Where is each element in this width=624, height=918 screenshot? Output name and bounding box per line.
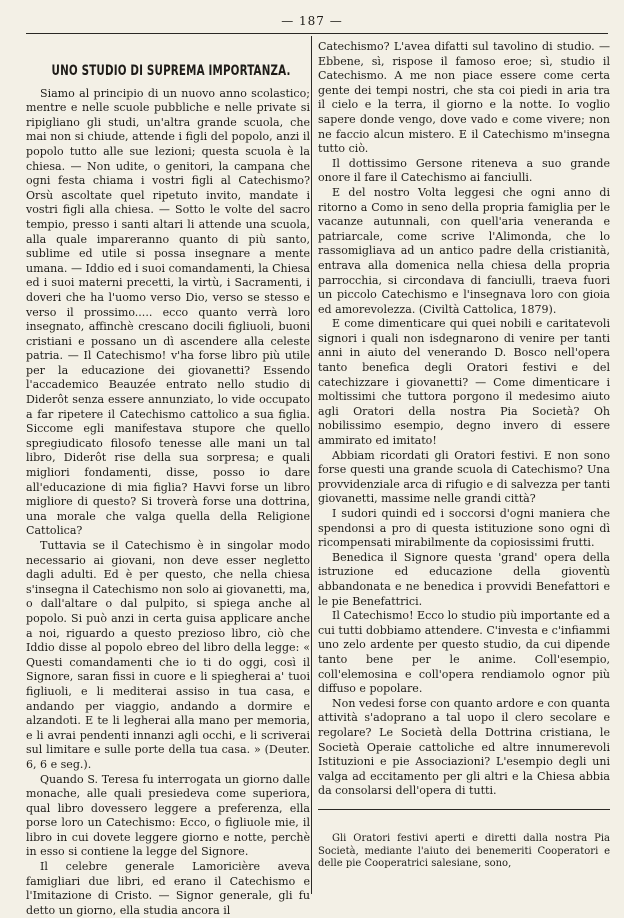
- footnote-text: Gli Oratori festivi aperti e diretti dalla nostra Pia Società, mediante l'aiuto dei benemeriti Cooperatori e delle pie Cooperatrici salesiane, sono,: [318, 833, 610, 870]
- paragraph: Siamo al principio di un nuovo anno scolastico; mentre e nelle scuole pubbliche e nelle private si ripigliano gli studi, un'altra grande scuola, che mai non si chiude, attende i figli del popolo, anzi il popolo tutto alle sue lezioni; questa scuola è la chiesa. — Non udite, o genitori, la campana che ogni festa chiama i vostri figli al Catechismo? Orsù ascoltate quel ripetuto invito, mandate i vostri figli alla chiesa. — Sotto le volte del sacro tempio, presso i santi altari li attende una scuola, alla quale impareranno quanto di più santo, sublime ed utile si possa insegnare a mente umana. — Iddio ed i suoi comandamenti, la Chiesa ed i suoi materni precetti, la virtù, i Sacramenti, i doveri che ha l'uomo verso Dio, verso se stesso e verso il prossimo..... ecco quanto verrà loro insegnato, affinchè crescano docili figliuoli, buoni cristiani e possano un dì ascendere alla celeste patria. — Il Catechismo! v'ha forse libro più utile per la educazione dei giovanetti? Essendo l'accademico Beauzée entrato nello studio di Diderôt senza essere annunziato, lo vide occupato a far ripetere il Catechismo cattolico a sua figlia. Siccome egli manifestava stupore che quello spregiudicato filosofo tenesse alle mani un tal libro, Diderôt rise della sua sorpresa; e quali migliori fondamenti, disse, posso io dare all'educazione di mia figlia? Havvi forse un libro migliore di questo? Si troverà forse una dottrina, una morale che valga quella della Religione Cattolica?: [26, 86, 310, 538]
- paragraph: I sudori quindi ed i soccorsi d'ogni maniera che spendonsi a pro di questa istituzione sono ogni dì ricompensati mirabilmente da copiosissimi frutti.: [318, 507, 610, 550]
- paragraph: Quando S. Teresa fu interrogata un giorno dalle monache, alle quali presiedeva come superiora, qual libro dovessero leggere a preferenza, ella porse loro un Catechismo: Ecco, o figliuole mie, il libro in cui dovete leggere giorno e notte, perchè in esso si contiene la legge del Signore.: [26, 772, 310, 859]
- column-divider: [311, 36, 312, 894]
- paragraph: Catechismo? L'avea difatti sul tavolino di studio. — Ebbene, sì, rispose il famoso eroe; sì, studio il Catechismo. A me non piace essere come certa gente dei tempi nostri, che sta coi piedi in aria tra il cielo e la terra, il giorno e la notte. Io voglio sapere donde vengo, dove vado e come vivere; non ne faccio alcun mistero. E il Catechismo m'insegna tutto ciò.: [318, 40, 610, 156]
- right-column: [318, 40, 610, 810]
- page-number: — 187 —: [281, 14, 343, 28]
- paragraph: Tuttavia se il Catechismo è in singolar modo necessario ai giovani, non deve esser negletto dagli adulti. Ed è per questo, che nella chiesa s'insegna il Catechismo non solo ai giovanetti, ma, o dall'altare o dal pulpito, si spiega anche al popolo. Si può anzi in certa guisa applicare anche a noi, riguardo a questo prezioso libro, ciò che Iddio disse al popolo ebreo del libro della legge: « Questi comandamenti che io ti do oggi, così il Signore, saran fissi in cuore e li spiegherai a' tuoi figliuoli, e li mediterai assiso in tua casa, e andando per viaggio, andando a dormire e alzandoti. E te li legherai alla mano per memoria, e li avrai pendenti innanzi agli occhi, e li scriverai sul limitare e sulle porte della tua casa. » (Deuter. 6, 6 e seg.).: [26, 539, 310, 771]
- paragraph: Benedica il Signore questa 'grand' opera della istruzione ed educazione della gioventù abbandonata e ne benedica i provvidi Benefattori e le pie Benefattrici.: [318, 550, 610, 608]
- paragraph: Il dottissimo Gersone riteneva a suo grande onore il fare il Catechismo ai fanciulli.: [318, 156, 610, 185]
- paragraph: E del nostro Volta leggesi che ogni anno di ritorno a Como in seno della propria famiglia per le vacanze autunnali, con quell'aria veneranda e patriarcale, come scrive l'Alimonda, che lo rassomigliava ad un antico padre della cristianità, entrava alla domenica nella chiesa della propria parrocchia, si circondava di fanciulli, traeva fuori un piccolo Catechismo e l'insegnava loro con gioia ed amorevolezza. (Civiltà Cattolica, 1879).: [318, 185, 610, 316]
- paragraph: Non vedesi forse con quanto ardore e con quanta attività s'adoprano a tal uopo il clero secolare e regolare? Le Società della Dottrina cristiana, le Società Operaie cattoliche ed altre innumerevoli Istituzioni e pie Associazioni? L'esempio degli uni valga ad eccitamento per gli altri e la Chiesa abbia da consolarsi dell'opera di tutti.: [318, 696, 610, 798]
- header-rule: [26, 33, 608, 34]
- article-title: UNO STUDIO DI SUPREMA IMPORTANZA.: [51, 63, 291, 79]
- footnote: [318, 833, 610, 871]
- paragraph: Il celebre generale Lamoricière aveva famigliari due libri, ed erano il Catechismo e l'Imitazione di Cristo. — Signor generale, gli fu detto un giorno, ella studia ancora il: [26, 860, 310, 917]
- section-rule: [318, 809, 610, 810]
- paragraph: E come dimenticare qui quei nobili e caritatevoli signori i quali non isdegnarono di venire per tanti anni in aiuto del venerando D. Bosco nell'opera tanto benefica degli Oratori festivi e del catechizzare i giovanetti? — Come dimenticare i moltissimi che tuttora porgono il medesimo aiuto agli Oratori della nostra Pia Società? Oh nobilissimo esempio, degno invero di essere ammirato ed imitato!: [318, 317, 610, 448]
- paragraph: Il Catechismo! Ecco lo studio più importante ed a cui tutti dobbiamo attendere. C'investa e c'infiammi uno zelo ardente per questo studio, da cui dipende tanto bene per le anime. Coll'esempio, coll'elemosina e coll'opera rendiamolo ognor più diffuso e popolare.: [318, 609, 610, 696]
- left-column: [26, 40, 310, 918]
- paragraph: Abbiam ricordati gli Oratori festivi. E non sono forse questi una grande scuola di Catechismo? Una provvidenziale arca di rifugio e di salvezza per tanti giovanetti, massime nelle grandi città?: [318, 448, 610, 506]
